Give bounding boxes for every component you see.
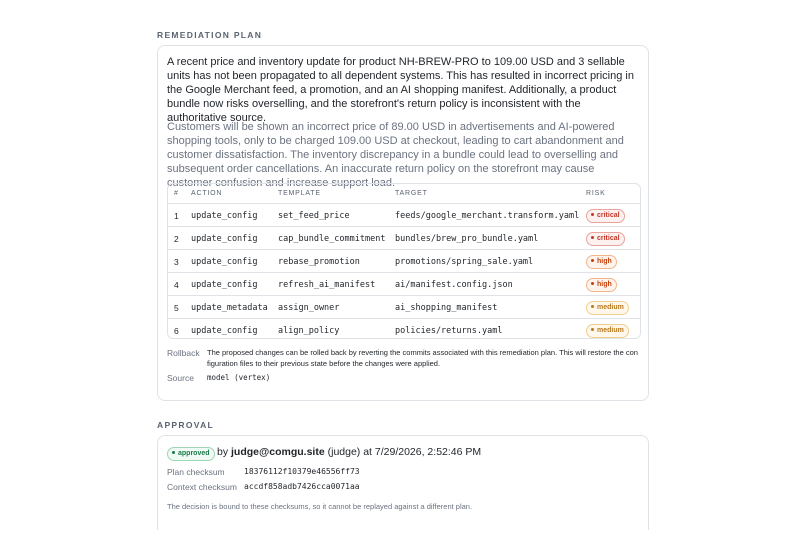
row-num: 3 [174, 257, 179, 267]
row-target: feeds/google_merchant.transform.yaml [395, 211, 580, 221]
risk-dot-icon [591, 213, 594, 216]
row-target: ai_shopping_manifest [395, 303, 498, 313]
row-template: refresh_ai_manifest [278, 280, 376, 290]
plan-checksum-label: Plan checksum [167, 467, 225, 477]
risk-badge [586, 301, 629, 315]
rollback-label: Rollback [167, 348, 200, 358]
table-header [168, 184, 640, 203]
row-action: update_config [191, 257, 258, 267]
row-num: 2 [174, 234, 179, 244]
risk-badge [586, 232, 625, 246]
approval-role-time: (judge) at 7/29/2026, 2:52:46 PM [327, 446, 482, 458]
risk-cell [586, 280, 617, 294]
risk-label: medium [597, 327, 624, 334]
risk-dot-icon [591, 236, 594, 239]
risk-badge [586, 255, 617, 269]
row-template: set_feed_price [278, 211, 350, 221]
row-target: bundles/brew_pro_bundle.yaml [395, 234, 539, 244]
table-row [168, 226, 640, 249]
row-target: ai/manifest.config.json [395, 280, 513, 290]
row-num: 4 [174, 280, 179, 290]
context-checksum-value: accdf858adb7426cca0071aa [244, 482, 360, 491]
row-template: assign_owner [278, 303, 340, 313]
risk-cell [586, 257, 617, 271]
row-template: rebase_promotion [278, 257, 360, 267]
approved-label: approved [178, 450, 210, 457]
source-value: model (vertex) [207, 373, 271, 382]
remediation-plan-heading: REMEDIATION PLAN [157, 30, 263, 40]
risk-label: critical [597, 212, 620, 219]
row-action: update_config [191, 211, 258, 221]
source-label: Source [167, 373, 194, 383]
header-num: # [174, 190, 179, 197]
row-num: 1 [174, 211, 179, 221]
risk-badge [586, 209, 625, 223]
table-row [168, 272, 640, 295]
row-action: update_config [191, 234, 258, 244]
approval-card [157, 435, 649, 530]
row-target: policies/returns.yaml [395, 326, 503, 336]
risk-cell [586, 303, 629, 317]
row-target: promotions/spring_sale.yaml [395, 257, 534, 267]
table-row [168, 318, 640, 339]
approval-note: The decision is bound to these checksums, so it cannot be replayed against a different plan. [167, 502, 473, 511]
approval-line [217, 446, 481, 458]
row-num: 6 [174, 326, 179, 336]
plan-checksum-value: 18376112f10379e46556ff73 [244, 467, 360, 476]
risk-badge [586, 278, 617, 292]
approval-heading: APPROVAL [157, 420, 214, 430]
risk-cell [586, 211, 625, 225]
row-template: align_policy [278, 326, 340, 336]
context-checksum-label: Context checksum [167, 482, 237, 492]
approver: judge@comgu.site [231, 446, 325, 458]
row-action: update_config [191, 280, 258, 290]
header-action: ACTION [191, 190, 223, 197]
table-row [168, 203, 640, 226]
approved-badge [167, 447, 215, 461]
row-action: update_config [191, 326, 258, 336]
risk-label: high [597, 281, 612, 288]
row-template: cap_bundle_commitment [278, 234, 386, 244]
header-target: TARGET [395, 190, 428, 197]
risk-badge [586, 324, 629, 338]
risk-dot-icon [591, 259, 594, 262]
risk-dot-icon [591, 305, 594, 308]
risk-label: critical [597, 235, 620, 242]
table-row [168, 249, 640, 272]
risk-label: high [597, 258, 612, 265]
actions-table [167, 183, 641, 339]
header-risk: RISK [586, 190, 606, 197]
risk-dot-icon [591, 282, 594, 285]
header-template: TEMPLATE [278, 190, 321, 197]
approval-by: by [217, 446, 229, 458]
risk-label: medium [597, 304, 624, 311]
row-num: 5 [174, 303, 179, 313]
rollback-text: The proposed changes can be rolled back by reverting the commits associated with this remediation plan. This will restore the configuration files to their previous state before the changes were applied. [207, 348, 638, 368]
row-action: update_metadata [191, 303, 268, 313]
risk-cell [586, 234, 625, 248]
risk-cell [586, 326, 629, 339]
risk-dot-icon [591, 328, 594, 331]
plan-impact: Customers will be shown an incorrect price of 89.00 USD in advertisements and AI-powered shopping tools, only to be charged 109.00 USD at checkout, leading to cart abandonment and customer dissatisfaction. The inventory discrepancy in a bundle could lead to overselling and subsequent order cancellations. An inaccurate return policy on the storefront may cause customer confusion and increase support load. [167, 121, 624, 189]
remediation-plan-card [157, 45, 649, 401]
approved-dot-icon [172, 451, 175, 454]
plan-summary: A recent price and inventory update for product NH-BREW-PRO to 109.00 USD and 3 sellable units has not been propagated to all dependent systems. This has resulted in incorrect pricing in the Google Merchant feed, a promotion, and an AI shopping manifest. Additionally, a product bundle now risks overselling, and the storefront's return policy is inconsistent with the authoritative source. [167, 56, 634, 124]
table-row [168, 295, 640, 318]
